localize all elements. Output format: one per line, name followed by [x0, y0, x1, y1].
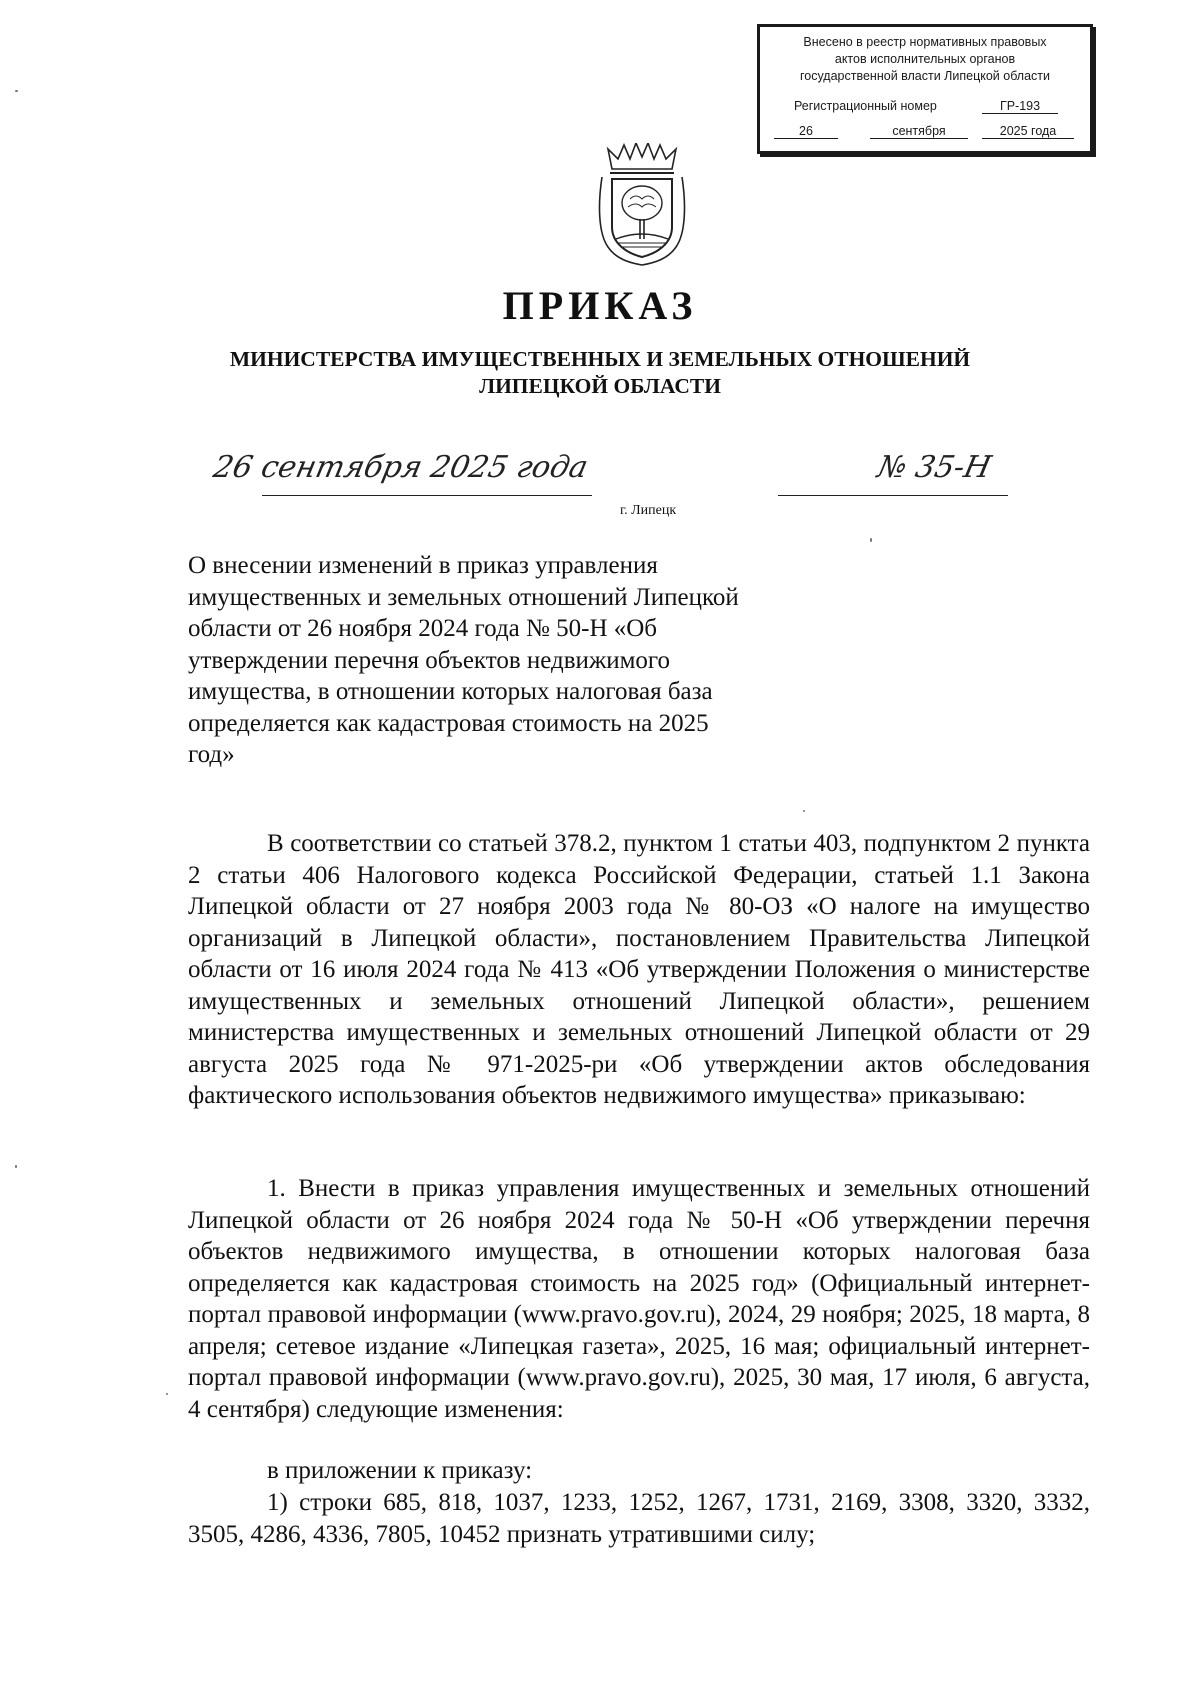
- stamp-day: 26: [774, 124, 838, 139]
- ministry-name-line-1: МИНИСТЕРСТВА ИМУЩЕСТВЕННЫХ И ЗЕМЕЛЬНЫХ ОТНОШЕНИЙ: [229, 347, 971, 371]
- subitem-1-paragraph: 1) строки 685, 818, 1037, 1233, 1252, 1267, 1731, 2169, 3308, 3320, 3332, 3505, 4286, 4336, 7805, 10452 признать утратившими силу;: [188, 1489, 1090, 1548]
- stamp-year: 2025 года: [982, 124, 1074, 139]
- stamp-reg-label: Регистрационный номер: [794, 99, 937, 113]
- scan-speck: [870, 538, 872, 542]
- handwritten-date: 26 сентября 2025 года: [210, 450, 591, 485]
- handwritten-number: № 35-Н: [874, 450, 995, 485]
- document-title: ПРИКАЗ: [502, 283, 698, 328]
- preamble-paragraph: В соответствии со статьей 378.2, пунктом 1 статьи 403, подпунктом 2 пункта 2 статьи 406 Налогового кодекса Российской Федерации, статьей 1.1 Закона Липецкой области от 27 ноября 2003 года № 80-ОЗ «О налоге на имущество организаций в Липецкой области», постановлением Правительства Липецкой области от 16 июля 2024 года № 413 «Об утверждении Положения о министерстве имущественных и земельных отношений Липецкой области», решением министерства имущественных и земельных отношений Липецкой области от 29 августа 2025 года № 971-2025-ри «Об утверждении актов обследования фактического использования объектов недвижимого имущества» приказываю:: [188, 830, 1090, 1109]
- item-1-paragraph: 1. Внести в приказ управления имущественных и земельных отношений Липецкой области от 26 ноября 2024 года № 50-Н «Об утверждении перечня объектов недвижимого имущества, в отношении которых налоговая база определяется как кадастровая стоимость на 2025 год» (Официальный интернет-портал правовой информации (www.pravo.gov.ru), 2024, 29 ноября; 2025, 18 марта, 8 апреля; сетевое издание «Липецкая газета», 2025, 16 мая; официальный интернет-портал правовой информации (www.pravo.gov.ru), 2025, 30 мая, 17 июля, 6 августа, 4 сентября) следующие изменения:: [188, 1175, 1090, 1423]
- appendix-intro: в приложении к приказу:: [267, 1457, 533, 1484]
- stamp-reg-number: ГР-193: [982, 99, 1058, 114]
- scan-speck: [803, 810, 805, 812]
- registry-stamp: [757, 24, 1093, 154]
- ministry-name-line-2: ЛИПЕЦКОЙ ОБЛАСТИ: [479, 374, 721, 398]
- stamp-line-3: государственной власти Липецкой области: [799, 69, 1051, 83]
- order-heading: О внесении изменений в приказ управления имущественных и земельных отношений Липецкой области от 26 ноября 2024 года № 50-Н «Об утверждении перечня объектов недвижимого имущества, в отношении которых налоговая база определяется как кадастровая стоимость на 2025 год»: [188, 552, 739, 768]
- stamp-month: сентября: [870, 124, 968, 139]
- stamp-line-2: актов исполнительных органов: [834, 52, 1016, 66]
- scan-speck: [15, 1165, 17, 1168]
- lipetsk-coat-of-arms-icon: [596, 143, 688, 267]
- date-underline: [262, 495, 592, 496]
- ministry-name: [0, 346, 1200, 400]
- scan-speck: [166, 1393, 168, 1395]
- city-label: г. Липецк: [620, 503, 677, 518]
- stamp-line-1: Внесено в реестр нормативных правовых: [803, 35, 1047, 49]
- number-underline: [778, 495, 1008, 496]
- scan-speck: [15, 90, 18, 92]
